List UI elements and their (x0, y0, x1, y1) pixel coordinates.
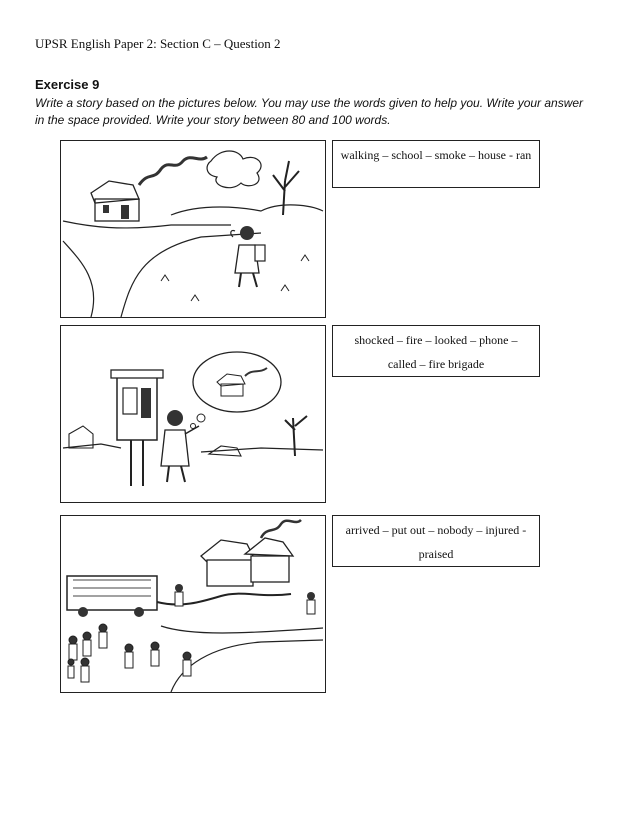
exercise-title: Exercise 9 (35, 77, 100, 92)
illustration-phone-booth (61, 326, 325, 502)
picture-panel-3 (60, 515, 326, 693)
illustration-walking-girl (61, 141, 325, 317)
word-hint-box-1: walking – school – smoke – house - ran (332, 140, 540, 188)
illustration-fire-engine (61, 516, 325, 692)
exercise-instructions: Write a story based on the pictures below. You may use the words given to help you. Write your answer in the space provided. Write your story between 80 and 100 words. (35, 96, 584, 127)
word-hint-box-2: shocked – fire – looked – phone – called – fire brigade (332, 325, 540, 377)
word-hint-box-3: arrived – put out – nobody – injured - praised (332, 515, 540, 567)
picture-panel-2 (60, 325, 326, 503)
picture-panel-1 (60, 140, 326, 318)
page-header: UPSR English Paper 2: Section C – Question 2 (35, 36, 281, 51)
